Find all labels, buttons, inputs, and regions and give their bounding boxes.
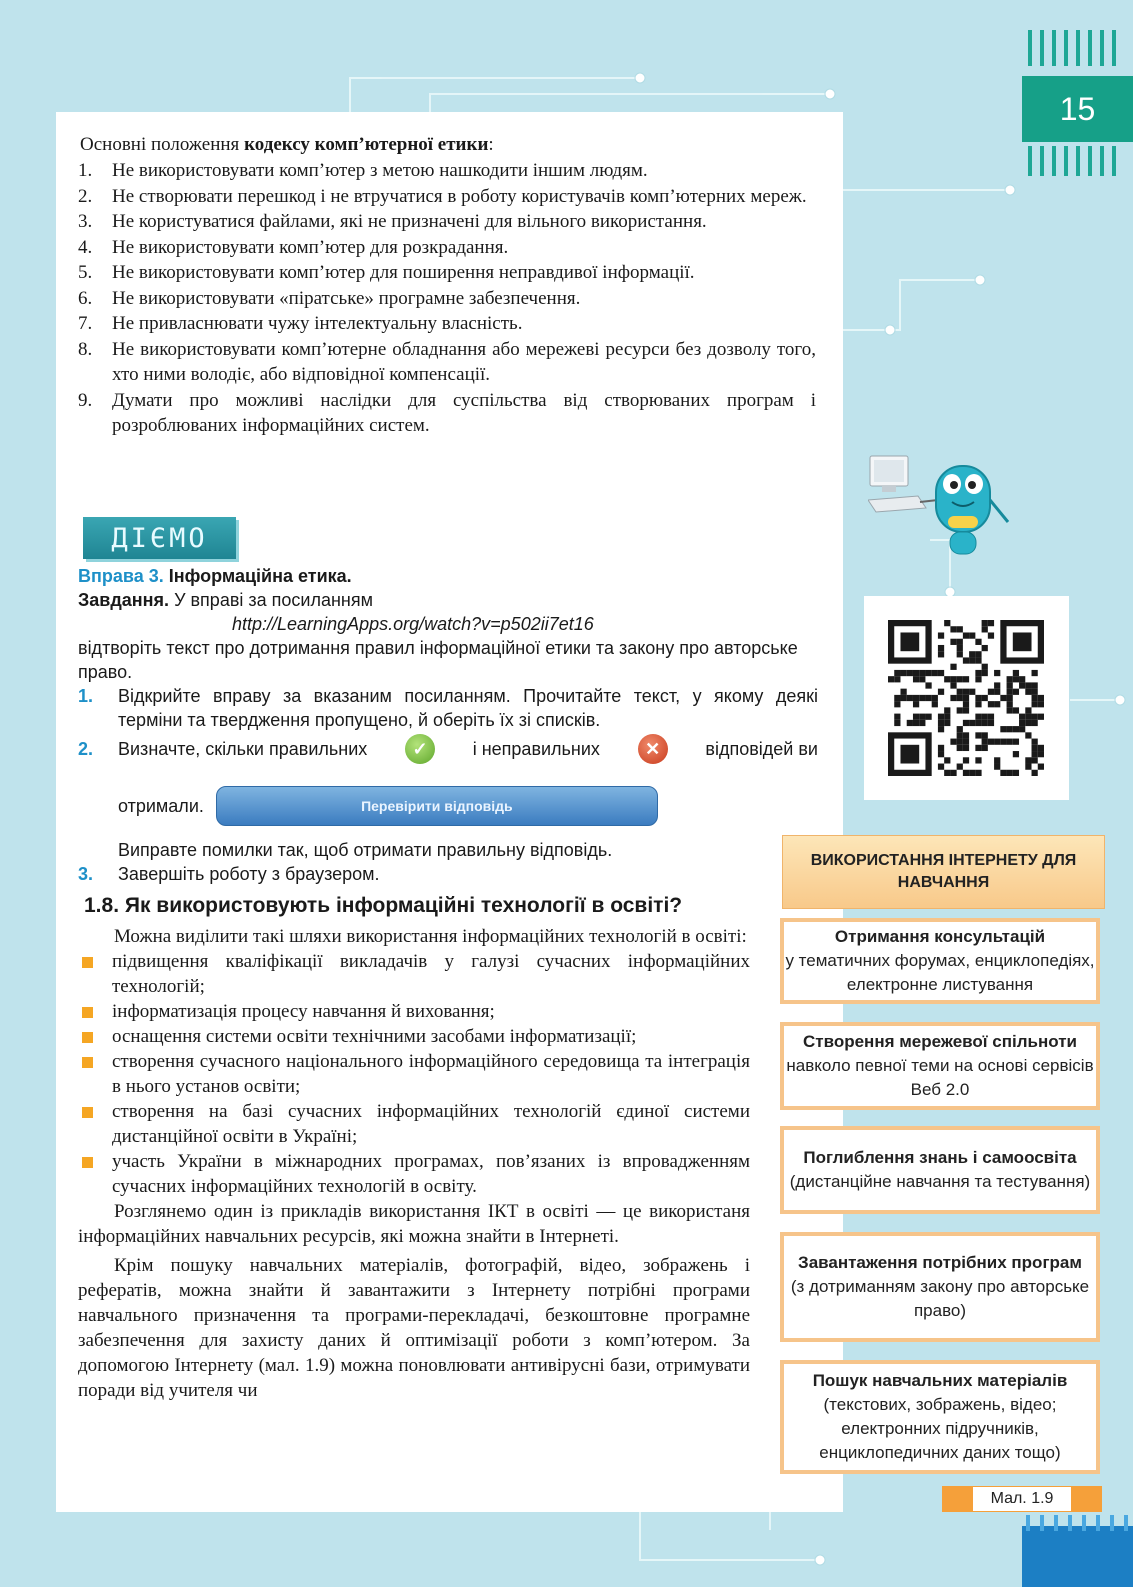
section-heading: 1.8. Як використовують інформаційні технології в освіті? (84, 894, 683, 917)
robot-mascot-icon (868, 452, 1018, 562)
task-continuation: відтворіть текст про дотримання правил інформаційної етики та закону про авторське право. (78, 638, 798, 682)
section-body (78, 924, 750, 1403)
list-item (78, 337, 816, 388)
figure-caption (942, 1486, 1102, 1512)
list-item (78, 1049, 750, 1099)
check-answer-button[interactable]: Перевірити відповідь (216, 786, 658, 826)
item-number: 8. (78, 338, 93, 360)
step-1 (78, 684, 818, 732)
exercise-title-text: Інформаційна етика. (168, 566, 352, 586)
sidebar-box-consultations (780, 918, 1100, 1004)
task-label: Завдання. (78, 590, 170, 610)
qr-code-icon (888, 620, 1044, 776)
item-number: 6. (78, 287, 93, 309)
list-item (78, 1024, 750, 1049)
bullet-text: створення сучасного національного інформаційного середовища та інтеграція в нього установ освіти; (112, 1051, 750, 1097)
step-number: 3. (78, 864, 94, 884)
item-text: Думати про можливі наслідки для суспільства від створюваних програм і розроблюваних інформаційних систем. (112, 389, 816, 436)
list-item (78, 286, 816, 312)
step2-part-a: Визначте, скільки правильних (118, 739, 368, 759)
item-text: Не використовувати комп’ютер для поширення неправдивої інформації. (112, 262, 695, 283)
item-text: Не використовувати комп’ютерне обладнання або мережеві ресурси без дозволу того, хто ними володіє, або відповідної компенсації. (112, 338, 816, 385)
qr-code (864, 596, 1069, 800)
item-text: Не привласнювати чужу інтелектуальну власність. (112, 313, 523, 334)
box-title: Отримання консультацій (834, 927, 1046, 946)
code-intro-bold: кодексу комп’ютерної етики (244, 134, 489, 155)
list-item (78, 260, 816, 286)
item-text: Не використовувати комп’ютер з метою нашкодити іншим людям. (112, 160, 648, 181)
step-text (118, 734, 818, 764)
check-row (118, 786, 818, 826)
task-text: У вправі за посиланням (174, 590, 373, 610)
item-text: Не використовувати «піратське» програмне забезпечення. (112, 287, 581, 309)
list-item (78, 1099, 750, 1149)
step-2 (78, 734, 818, 764)
box-text: (з дотриманням закону про авторське право) (790, 1277, 1090, 1320)
step2-part-c: відповідей ви (705, 739, 818, 759)
box-title: Завантаження потрібних програм (798, 1253, 1082, 1272)
sidebar-header: ВИКОРИСТАННЯ ІНТЕРНЕТУ ДЛЯ НАВЧАННЯ (782, 835, 1105, 909)
item-number: 2. (78, 185, 93, 207)
code-list (78, 158, 816, 439)
sidebar-box-self-education (780, 1126, 1100, 1214)
item-number: 9. (78, 389, 93, 411)
box-text: навколо певної теми на основі сервісів Веб 2.0 (786, 1056, 1094, 1099)
list-item (78, 311, 816, 337)
correct-check-icon: ✓ (405, 734, 435, 764)
bullet-square-icon (78, 1049, 112, 1099)
exercise-title (78, 564, 818, 588)
paragraph-1: Розглянемо один із прикладів використання ІКТ в освіті — це використаня інформаційних навчальних ресурсів, які можна знайти в Інтернеті. (78, 1201, 750, 1247)
box-text: у тематичних форумах, енциклопедіях, електронне листування (785, 951, 1095, 994)
box-title: Пошук навчальних матеріалів (812, 1371, 1068, 1390)
step-number: 2. (78, 739, 94, 759)
item-number: 7. (78, 313, 93, 334)
box-title: Поглиблення знань і самоосвіта (803, 1148, 1077, 1167)
code-intro (80, 134, 494, 156)
bullet-text: інформатизація процесу навчання й виховання; (112, 1001, 495, 1022)
step2-part-d: отримали. (118, 796, 204, 816)
exercise-label: Вправа 3. (78, 566, 164, 586)
wrong-cross-icon: ✕ (638, 734, 668, 764)
list-item (78, 999, 750, 1024)
step2-fix: Виправте помилки так, щоб отримати правильну відповідь. (118, 840, 613, 860)
item-number: 3. (78, 211, 93, 232)
bullet-text: оснащення системи освіти технічними засобами інформатизації; (112, 1026, 637, 1047)
box-title: Створення мережевої спільноти (803, 1032, 1077, 1051)
item-text: Не створювати перешкод і не втручатися в роботу користувачів комп’ютерних мереж. (112, 185, 807, 207)
list-item (78, 209, 816, 235)
bullet-square-icon (78, 1024, 112, 1049)
step2-part-b: і неправильних (472, 739, 600, 759)
page-number: 15 (1022, 76, 1133, 142)
item-number: 1. (78, 160, 93, 181)
item-text: Не користуватися файлами, які не призначені для вільного використання. (112, 211, 707, 232)
step-text: Відкрийте вправу за вказаним посиланням. Прочитайте текст, у якому деякі терміни та твердження пропущено, й оберіть їх зі списків. (118, 686, 818, 730)
exercise-block (78, 564, 818, 886)
item-number: 4. (78, 236, 93, 258)
box-text: (дистанційне навчання та тестування) (789, 1172, 1091, 1191)
paragraph-2: Крім пошуку навчальних матеріалів, фотографій, відео, зображень і рефератів, можна знайти й завантажити з Інтернету потрібні програми навчального призначення та програми-перекладачі, безкоштовне програмне забезпечення для захисту даних й оптимізації роботи з комп’ютером. За допомогою Інтернету (мал. 1.9) можна поновлювати антивірусні бази, отримувати поради від учителя чи (78, 1255, 750, 1401)
code-intro-end: : (488, 134, 494, 155)
item-number: 5. (78, 262, 93, 283)
figure-caption-text: Мал. 1.9 (973, 1487, 1072, 1511)
list-item (78, 1149, 750, 1199)
bullet-square-icon (78, 1149, 112, 1199)
section-intro: Можна виділити такі шляхи використання інформаційних технологій в освіті: (114, 926, 747, 947)
bullet-text: участь України в міжнародних програмах, пов’язаних із впровадженням сучасних інформаційних технологій в освіту. (112, 1151, 750, 1197)
item-text: Не використовувати комп’ютер для розкрадання. (112, 236, 509, 258)
code-intro-plain: Основні положення (80, 134, 245, 155)
bullet-square-icon (78, 1099, 112, 1149)
list-item (78, 235, 816, 261)
page-sheet (56, 112, 843, 1512)
step-number: 1. (78, 686, 94, 706)
bullet-square-icon (78, 999, 112, 1024)
step-text: Завершіть роботу з браузером. (118, 864, 380, 884)
bullet-text: створення на базі сучасних інформаційних технологій єдиної системи дистанційної освіти в Україні; (112, 1101, 750, 1147)
task-line (78, 588, 818, 612)
list-item (78, 184, 816, 210)
bullet-square-icon (78, 949, 112, 999)
list-item (78, 949, 750, 999)
list-item (78, 158, 816, 184)
sidebar-box-search (780, 1360, 1100, 1474)
sidebar-box-downloads (780, 1232, 1100, 1342)
diemo-label: ДІЄМО (83, 517, 236, 559)
box-text: (текстових, зображень, відео; електронних підручників, енциклопедичних даних тощо) (819, 1395, 1061, 1462)
step-3 (78, 862, 818, 886)
list-item (78, 388, 816, 439)
sidebar-box-community (780, 1022, 1100, 1110)
exercise-link[interactable]: http://LearningApps.org/watch?v=p502ii7et16 (232, 614, 594, 634)
bullet-text: підвищення кваліфікації викладачів у галузі сучасних інформаційних технологій; (112, 951, 750, 997)
